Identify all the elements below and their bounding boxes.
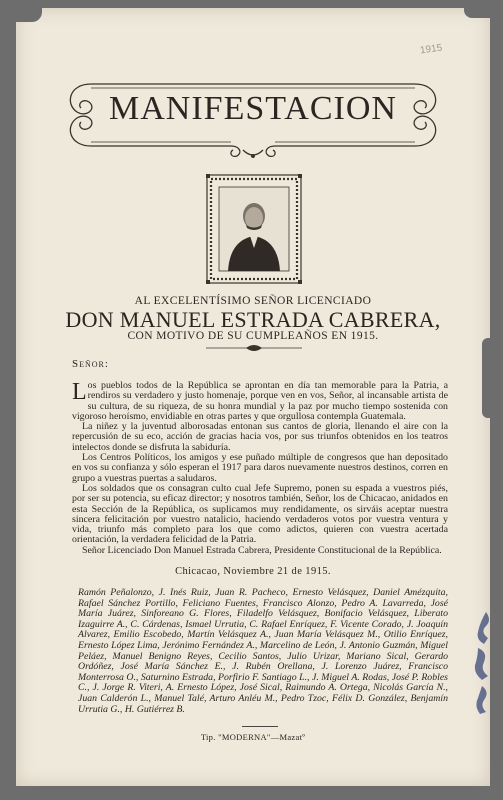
dateline: Chicacao, Noviembre 21 de 1915.: [175, 566, 331, 577]
paragraph: [72, 381, 448, 422]
signatories-list: Ramón Peñalonzo, J. Inés Ruiz, Juan R. Pacheco, Ernesto Velásquez, Daniel Amézquita, Rafael Sánchez Portillo, Feliciano Fuentes, Francisco Alonzo, Pedro A. Lavarreda, José María Juárez, Sinforeano G. Flores, Filadelfo Velásquez, Bonifacio Velásquez, Liberato Izaguirre A., C. Cárdenas, Ismael Urrutia, C. Rafael Enríquez, F. Vicente Corado, J. Joaquín Alvarez, Emilio Escobedo, Martín Velásquez A., Juan María Velásquez M., Otilio Enríquez, Ernesto López Lima, Jerónimo Fernández A., Marcelino de León, J. Antonio Guzmán, Miguel Peláez, Manuel Benigno Reyes, Cecilio Santos, Julio Urizar, Mariano Sical, Gerardo Ordóñez, José María Sánchez E., J. Rubén Orellana, J. Lorenzo Juárez, Francisco Monterrosa O., Saturnino Estrada, Porfirio F. Santiago L., J. Miguel A. Rodas, José P. Robles C., J. Jorge R. Viteri, A. Ernesto López, José Sical, Raimundo A. Ortega, Nicolás García N., Juan Calderón L., Manuel Talé, Arturo Anléu M., Pedro Tzoc, Félix D. González, Benjamín Urrutia G., H. Gutiérrez B.: [78, 587, 448, 715]
ink-stamp-mark: [456, 608, 500, 718]
paragraph-text: os pueblos todos de la República se aprontan en día tan memorable para la Patria, a rendiros su verdadero y justo homenaje, porque ven en vos, Señor, al incansable artista de su cultura, de su riqueza, de su honra mundial y la paz por mucho tiempo sostenida con vigoroso heroísmo, envidiable en otras partes y que orgullosa contempla Guatemala.: [72, 380, 448, 422]
document-title: MANIFESTACION: [109, 90, 397, 127]
worn-edge: [482, 338, 490, 418]
portrait-engraving: [206, 174, 302, 284]
torn-corner: [464, 8, 490, 18]
salutation: Señor:: [72, 358, 109, 370]
paragraph: Los Centros Políticos, los amigos y ese puñado múltiple de congresos que han depositado en vos su confianza y sólo esperan el 1917 para daros nuevamente nuestros destinos, corren en grupo a vuestras puertas a saludaros.: [72, 452, 448, 484]
paragraph: Señor Licenciado Don Manuel Estrada Cabrera, Presidente Constitucional de la República.: [82, 544, 442, 556]
torn-corner: [16, 8, 42, 22]
dedication-line: AL EXCELENTÍSIMO SEÑOR LICENCIADO: [134, 295, 372, 307]
pencil-annotation: 1915: [419, 42, 443, 57]
footer-rule: [242, 726, 278, 727]
printer-imprint: Tip. "MODERNA"—Mazatº: [200, 732, 306, 742]
occasion-line: CON MOTIVO DE SU CUMPLEAÑOS EN 1915.: [127, 330, 379, 342]
broadside-sheet: [16, 8, 490, 786]
drop-cap: L: [72, 379, 87, 405]
paragraph: La niñez y la juventud alborosadas entonan sus cantos de gloria, llenando el aire con la repercusión de su eco, acción de gracias hacia vos, por sus triunfos obtenidos en los teatros intelectos donde se disfruta la sabiduría.: [72, 421, 448, 453]
honoree-name: DON MANUEL ESTRADA CABRERA,: [65, 307, 441, 332]
letter-body: [72, 381, 448, 556]
ornamental-rule: [206, 344, 302, 352]
paragraph: Los soldados que os consagran culto cual Jefe Supremo, ponen su espada a vuestros piés, por ser su potencia, su eficaz director; y nosotros también, Señor, los de Chicacao, anidados en esta Sección de la República, os suplicamos muy rendidamente, os sirváis aceptar nuestra sincera felicitación por vuestro natalicio, haciendo verdaderos votos por vuestra ventura y vida, triunfo más completo para los que como adictos, quieren con vuestra acertada orientación, la verdadera felicidad de la Patria.: [72, 482, 448, 546]
